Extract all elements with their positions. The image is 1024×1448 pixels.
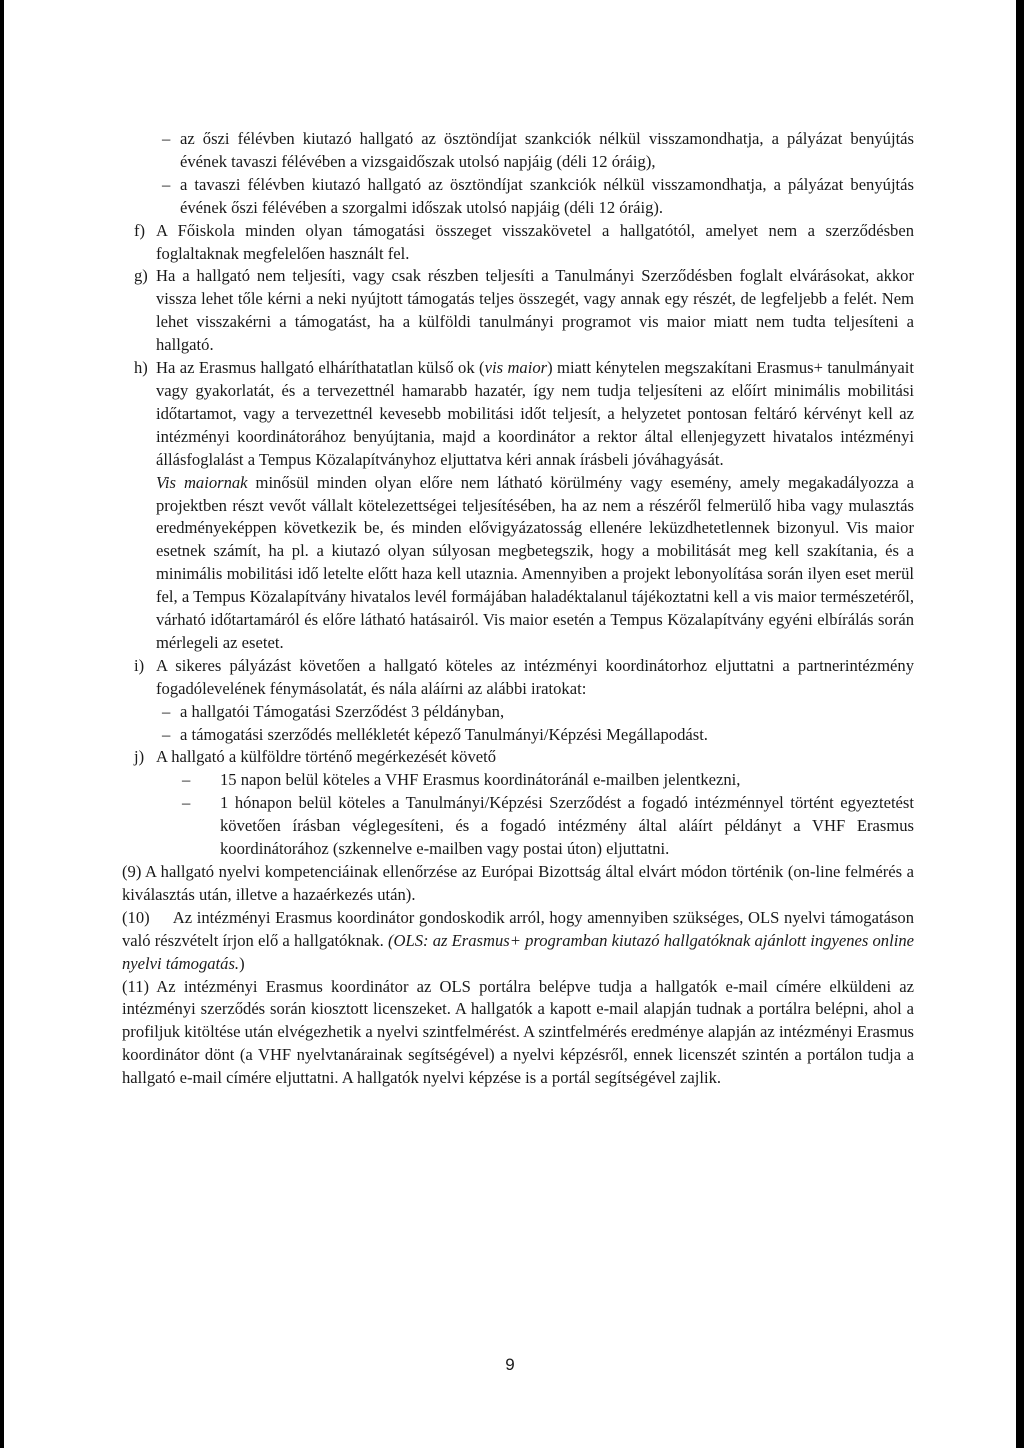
item-f	[122, 220, 914, 266]
item-j-dash-15-days	[122, 769, 914, 792]
item-h	[122, 357, 914, 472]
document-body	[122, 128, 914, 1090]
item-j-label: j)	[134, 747, 145, 767]
item-g-text: Ha a hallgató nem teljesíti, vagy csak részben teljesíti a Tanulmányi Szerződésben foglalt elvárásokat, akkor vissza lehet tőle kérni a neki nyújtott támogatás teljes összegét, vagy annak egy részét, de legfeljebb a felét. Nem lehet visszakérni a támogatást, ha a külföldi tanulmányi programot vis maior miatt nem tudta teljesíteni a hallgató.	[156, 266, 914, 355]
vis-maior-text: minősül minden olyan előre nem látható körülmény vagy esemény, amely megakadályozza a projektben részt vevőt vállalt kötelezettségei teljesítésében, ha az nem a részéről felmerülő hiba vagy mulasztás eredményeképpen következik be, és minden elővigyázatosság ellenére leküzdhetetlennek bizonyul. Vis maior esetnek számít, ha pl. a kiutazó olyan súlyosan megbetegszik, hogy a mobilitását meg kell szakítania, és a minimális mobilitási idő letelte előtt haza kell utaznia. Amennyiben a projekt lebonyolítása során ilyen eset merül fel, a Tempus Közalapítvány hivatalos levél formájában haladéktalanul tájékoztatni kell a vis maior természetéről, várható időtartamáról és előre látható hatásairól. Vis maior esetén a Tempus Közalapítvány egyéni elbírálás során mérlegeli az esetet.	[156, 472, 914, 652]
item-j-dash-1-month	[122, 792, 914, 861]
section-9	[122, 861, 914, 907]
section-10-italic: (OLS: az Erasmus+ programban kiutazó hallgatóknak ajánlott ingyenes online nyelvi támogatás.	[122, 930, 914, 973]
item-j-dash-1-month-text: 1 hónapon belül köteles a Tanulmányi/Képzési Szerződést a fogadó intézménnyel történt egyeztetést követően írásban véglegesíteni, és a fogadó intézmény által aláírt példányt a VHF Erasmus koordinátorához (szkennelve e-mailben vagy postai úton) eljuttatni.	[220, 793, 914, 859]
dash-item-spring-text: a tavaszi félévben kiutazó hallgató az ösztöndíjat szankciók nélkül visszamondhatja, a pályázat benyújtás évének őszi félévében a szorgalmi időszak utolsó napjáig (déli 12 óráig).	[180, 174, 914, 217]
document-page	[4, 0, 1016, 1448]
item-i-dash-agreement-text: a támogatási szerződés mellékletét képező Tanulmányi/Képzési Megállapodást.	[180, 724, 708, 744]
dash-item-autumn-text: az őszi félévben kiutazó hallgató az ösztöndíjat szankciók nélkül visszamondhatja, a pályázat benyújtás évének tavaszi félévében a vizsgaidőszak utolsó napjáig (déli 12 óráig),	[180, 129, 914, 171]
page-number: 9	[505, 1355, 515, 1374]
item-i	[122, 655, 914, 701]
section-9-text: (9) A hallgató nyelvi kompetenciáinak ellenőrzése az Európai Bizottság által elvárt módon történik (on-line felmérés a kiválasztás után, illetve a hazaérkezés után).	[122, 862, 914, 904]
item-i-label: i)	[134, 655, 145, 675]
item-h-label: h)	[134, 358, 148, 378]
item-f-text: A Főiskola minden olyan támogatási összeget visszakövetel a hallgatótól, amelyet nem a szerződésben foglaltaknak megfelelően használt fel.	[156, 220, 914, 263]
item-g	[122, 265, 914, 357]
item-i-dash-agreement	[122, 724, 914, 747]
section-10-end: )	[239, 953, 245, 973]
section-10	[122, 907, 914, 976]
item-f-label: f)	[134, 220, 146, 240]
item-h-italic: vis maior	[484, 358, 548, 378]
section-11-text: (11) Az intézményi Erasmus koordinátor az OLS portálra belépve tudja a hallgatók e-mail címére elküldeni az intézményi szerződés során kiosztott licenszeket. A hallgatók a kapott e-mail alapján tudnak a portálra belépni, ahol a profiljuk kitöltése után elvégezhetik a nyelvi szintfelmérést. A szintfelmérés eredménye alapján az intézményi Erasmus koordinátor dönt (a VHF nyelvtanárainak segítségével) a nyelvi képzésről, ennek licenszét szintén a portálon tudja a hallgató e-mail címére eljuttatni. A hallgatók nyelvi képzése is a portál segítségével zajlik.	[122, 976, 914, 1088]
item-i-dash-contract	[122, 701, 914, 724]
section-11	[122, 976, 914, 1091]
item-h-text-1: Ha az Erasmus hallgató elháríthatatlan külső ok (	[156, 358, 485, 378]
vis-maior-italic: Vis maiornak	[156, 472, 248, 492]
item-i-dash-contract-text: a hallgatói Támogatási Szerződést 3 példányban,	[180, 701, 505, 721]
section-10-text: (10) Az intézményi Erasmus koordinátor gondoskodik arról, hogy amennyiben szükséges, OLS nyelvi támogatáson való részvételt írjon elő a hallgatóknak.	[122, 907, 914, 950]
item-h-text-2: ) miatt kénytelen megszakítani Erasmus+ tanulmányait vagy gyakorlatát, és a tervezettnél hamarabb hazatér, így nem tudja teljesíteni az előírt minimális mobilitási időtartamot, vagy a tervezettnél kevesebb mobilitási időt teljesít, a helyzetet pontosan feltáró kérvényt kell az intézményi koordinátorához benyújtania, majd a koordinátor a rektor által ellenjegyzett hivatalos intézményi állásfoglalást a Tempus Közalapítványhoz eljuttatva kéri annak írásbeli jóváhagyását.	[156, 358, 914, 469]
item-i-text: A sikeres pályázást követően a hallgató köteles az intézményi koordinátorhoz eljuttatni a partnerintézmény fogadólevelének fénymásolatát, és nála aláírni az alábbi iratokat:	[156, 655, 914, 698]
dash-item-spring	[122, 174, 914, 220]
item-j	[122, 746, 914, 769]
item-j-dash-15-days-text: 15 napon belül köteles a VHF Erasmus koordinátoránál e-mailben jelentkezni,	[220, 770, 741, 790]
item-g-label: g)	[134, 266, 148, 286]
vis-maior-paragraph	[122, 472, 914, 655]
item-j-text: A hallgató a külföldre történő megérkezését követő	[156, 747, 497, 767]
dash-item-autumn	[122, 128, 914, 174]
